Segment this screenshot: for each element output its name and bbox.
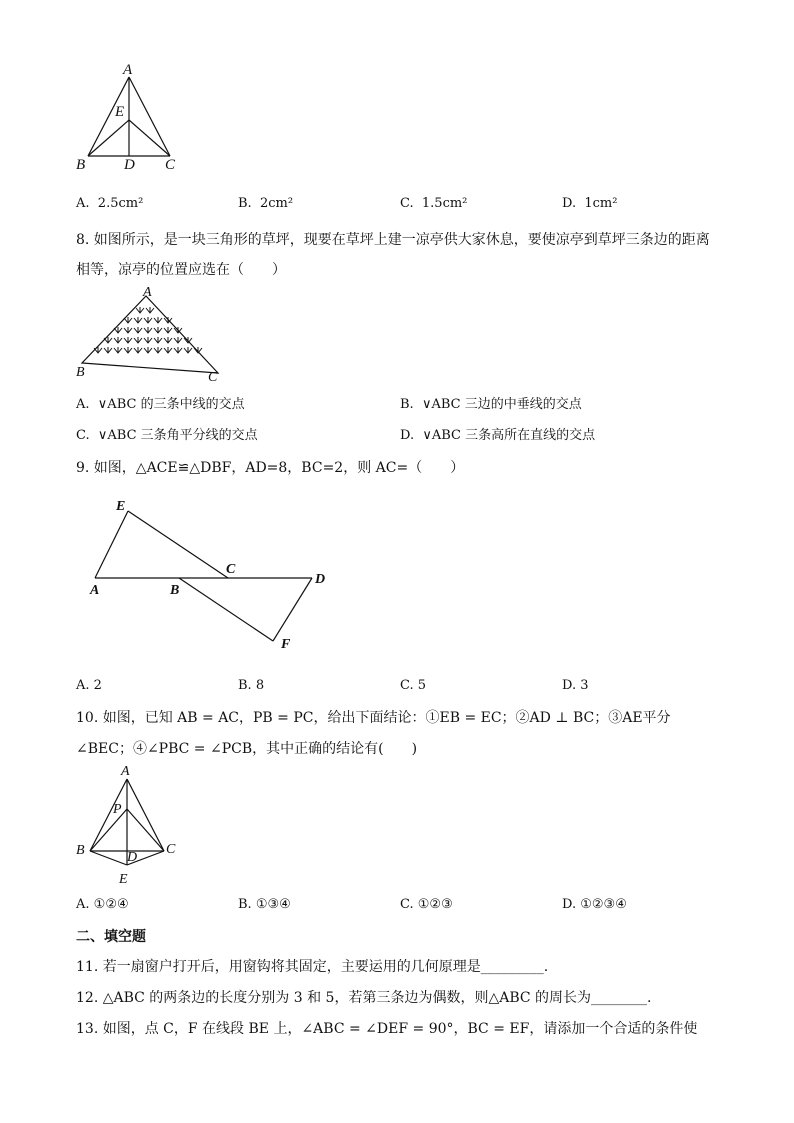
fig7-label-b: B [76,157,86,173]
fig9-label-e: E [116,499,126,514]
fig7-label-d: D [124,157,135,173]
q8-option-a[interactable] [76,396,245,414]
fig10-label-a: A [121,764,130,779]
fig9-label-d: D [315,572,326,587]
grass-tuft-icon [164,347,172,353]
fig10-label-c: C [166,842,176,857]
grass-tuft-icon [134,317,142,323]
grass-tuft-icon [114,347,122,353]
fig9-label-a: A [90,583,100,598]
grass-tuft-icon [144,327,152,333]
q10-option-a-text: ①②④ [93,897,129,912]
grass-tuft-icon [114,337,122,343]
q9-option-b[interactable] [238,677,264,695]
q9-option-d-text: 3 [580,678,589,693]
fig10-label-p: P [113,802,122,817]
q12-text: 12. △ABC 的两条边的长度分别为 3 和 5，若第三条边为偶数，则△ABC 的周长为________. [76,990,652,1006]
q7-option-c-letter: C. [400,196,414,211]
q9-option-b-letter: B. [238,678,252,693]
q7-option-d-letter: D. [562,196,577,211]
q8-option-b-letter: B. [400,397,414,412]
q9-option-c[interactable] [400,677,426,695]
grass-tuft-icon [146,307,154,313]
q7-option-d-text: 1cm² [584,196,618,211]
grass-tuft-icon [144,347,152,353]
q13-text: 13. 如图，点 C，F 在线段 BE 上，∠ABC = ∠DEF = 90°，BC = EF，请添加一个合适的条件使 [76,1021,698,1037]
fig10-label-b: B [76,843,85,858]
q7-option-c[interactable] [400,195,467,213]
q8-stem-line1: 8. 如图所示，是一块三角形的草坪，现要在草坪上建一凉亭供大家休息，要使凉亭到草坪三条边的距离 [76,232,710,248]
q8-stem-line2: 相等，凉亭的位置应选在（ ） [76,262,286,278]
q10-option-c[interactable] [400,896,453,914]
q9-option-b-text: 8 [255,678,265,693]
grass-tuft-icon [174,347,182,353]
fig7-label-e: E [115,104,125,120]
q8-option-d-text: ∨ABC 三条高所在直线的交点 [422,428,596,443]
fig7-label-c: C [165,157,176,173]
grass-tuft-icon [154,347,162,353]
fig9-label-b: B [170,583,180,598]
q9-option-a[interactable] [76,677,102,695]
grass-tuft-icon [184,347,192,353]
q8-option-d-letter: D. [400,428,415,443]
grass-tuft-icon [164,337,172,343]
q10-option-b-text: ①③④ [255,897,291,912]
grass-tuft-icon [124,327,132,333]
grass-tuft-icon [134,337,142,343]
q9-option-c-text: 5 [417,678,427,693]
q11-text: 11. 若一扇窗户打开后，用窗钩将其固定，主要运用的几何原理是_________. [76,959,549,975]
q7-option-b[interactable] [238,195,293,213]
figure-q9-congruent-triangles [80,500,340,660]
grass-tuft-icon [104,347,112,353]
q8-option-a-text: ∨ABC 的三条中线的交点 [97,397,245,412]
fig8-label-a: A [143,285,152,300]
grass-tuft-icon [134,327,142,333]
q8-option-c-text: ∨ABC 三条角平分线的交点 [97,428,258,443]
q10-option-a-letter: A. [76,897,90,912]
q9-option-d[interactable] [562,677,589,695]
q8-option-b[interactable] [400,396,582,414]
q7-option-a-text: 2.5cm² [97,196,144,211]
fig10-label-e: E [119,872,128,887]
q10-option-d[interactable] [562,896,627,914]
grass-tuft-icon [154,317,162,323]
figure-q10-kite [80,765,190,885]
q7-option-a-letter: A. [76,196,90,211]
q10-option-a[interactable] [76,896,129,914]
fig7-label-a: A [123,62,133,78]
q9-stem: 9. 如图，△ACE≌△DBF，AD=8，BC=2，则 AC=（ ） [76,460,465,476]
q8-option-b-text: ∨ABC 三边的中垂线的交点 [421,397,582,412]
q10-option-b[interactable] [238,896,291,914]
q7-option-c-text: 1.5cm² [421,196,468,211]
fig9-label-f: F [281,637,291,652]
q8-option-c-letter: C. [76,428,90,443]
q10-option-c-text: ①②③ [417,897,453,912]
grass-tuft-icon [136,307,144,313]
grass-tuft-icon [124,347,132,353]
fig10-label-d: D [127,850,138,865]
grass-tuft-icon [144,317,152,323]
q7-option-b-letter: B. [238,196,252,211]
q10-option-b-letter: B. [238,897,252,912]
fig8-label-c: C [208,370,218,385]
q10-option-c-letter: C. [400,897,414,912]
q10-stem-line2: ∠BEC；④∠PBC = ∠PCB，其中正确的结论有( ) [76,741,418,757]
grass-tuft-icon [174,337,182,343]
q9-option-d-letter: D. [562,678,577,693]
grass-tuft-icon [124,337,132,343]
grass-tuft-icon [94,347,102,353]
q7-option-b-text: 2cm² [259,196,294,211]
q10-option-d-letter: D. [562,897,577,912]
grass-tuft-icon [154,337,162,343]
q8-option-d[interactable] [400,427,595,445]
q7-option-a[interactable] [76,195,143,213]
section-title-fill-in: 二、填空题 [76,929,146,945]
q10-stem-line1: 10. 如图，已知 AB = AC，PB = PC，给出下面结论：①EB = EC；②AD ⊥ BC；③AE平分 [76,710,671,726]
q8-option-c[interactable] [76,427,258,445]
fig9-label-c: C [226,562,236,577]
q9-option-a-letter: A. [76,678,90,693]
grass-tuft-icon [164,327,172,333]
q10-option-d-text: ①②③④ [580,897,627,912]
q9-option-c-letter: C. [400,678,414,693]
grass-tuft-icon [154,327,162,333]
fig8-label-b: B [76,365,85,380]
q8-option-a-letter: A. [76,397,90,412]
q9-option-a-text: 2 [93,678,102,693]
grass-tuft-icon [134,347,142,353]
grass-tuft-icon [144,337,152,343]
q7-option-d[interactable] [562,195,617,213]
